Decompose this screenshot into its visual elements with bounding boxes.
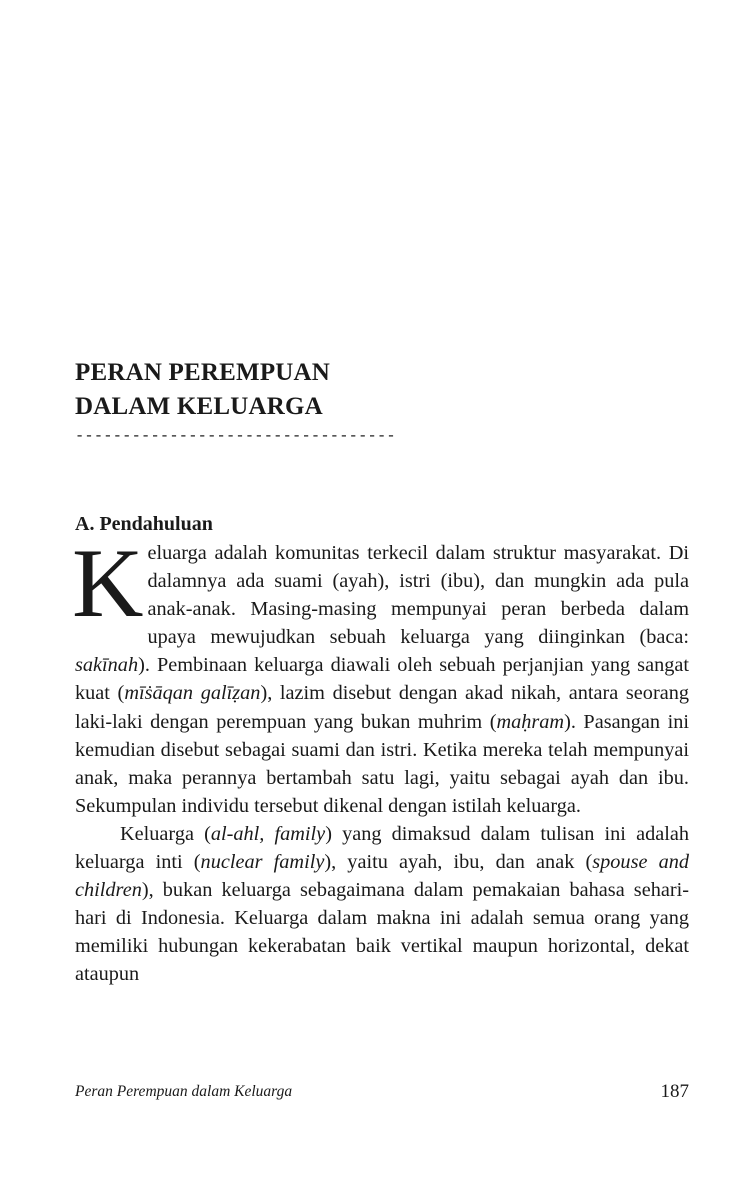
term-nuclear-family: nuclear family	[200, 851, 325, 874]
running-footer-title: Peran Perempuan dalam Keluarga	[75, 1083, 293, 1100]
page-number: 187	[660, 1081, 689, 1102]
paragraph-2-text-4: ), bukan keluarga sebagaimana dalam pemakaian bahasa sehari-hari di Indonesia. Keluarga dalam makna ini adalah semua orang yang memiliki hubungan kekerabatan baik vertikal maupun horizontal, dekat ataupun	[75, 879, 689, 986]
term-misaqan-galizan: mīṡāqan galīẓan	[124, 682, 261, 705]
paragraph-1-text-4: ). Pasangan ini kemudian disebut sebagai suami dan istri. Ketika mereka telah mempunyai anak, maka perannya bertambah satu lagi, yaitu sebagai ayah dan ibu. Sekumpulan individu tersebut dikenal dengan istilah keluarga.	[75, 710, 689, 817]
paragraph-1-text-2: ). Pembinaan keluarga diawali oleh sebuah perjanjian yang sangat kuat (	[75, 654, 689, 705]
term-mahram: maḥram	[496, 710, 565, 733]
chapter-title-line-1: PERAN PEREMPUAN	[75, 359, 331, 386]
paragraph-1	[72, 529, 689, 820]
term-al-ahl-family: al-ahl, family	[210, 822, 326, 845]
chapter-title	[75, 356, 330, 424]
section-heading: A. Pendahuluan	[75, 513, 213, 535]
term-spouse-and-children: spouse and children	[75, 851, 690, 902]
paragraph-2-text-2: ) yang dimaksud dalam tulisan ini adalah keluarga inti (	[75, 822, 689, 874]
paragraph-2-text-1: Keluarga (	[120, 822, 211, 845]
paragraph-2-text-3: ), yaitu ayah, ibu, dan anak (	[324, 851, 593, 874]
paragraph-1-text-3: ), lazim disebut dengan akad nikah, antara seorang laki-laki dengan perempuan yang bukan muhrim (	[75, 682, 689, 733]
body-text	[72, 529, 690, 989]
paragraph-1-text-1: eluarga adalah komunitas terkecil dalam struktur masyarakat. Di dalamnya ada suami (ayah), istri (ibu), dan mungkin ada pula anak-anak. Masing-masing mempunyai peran berbeda dalam upaya mewujudkan sebuah keluarga yang diinginkan (baca:	[147, 542, 689, 649]
paragraph-2	[75, 820, 689, 989]
drop-cap: K	[72, 529, 144, 638]
term-sakinah: sakīnah	[75, 654, 139, 677]
title-dashed-rule: ----------------------------------	[75, 427, 396, 445]
chapter-title-line-2: DALAM KELUARGA	[75, 393, 323, 420]
